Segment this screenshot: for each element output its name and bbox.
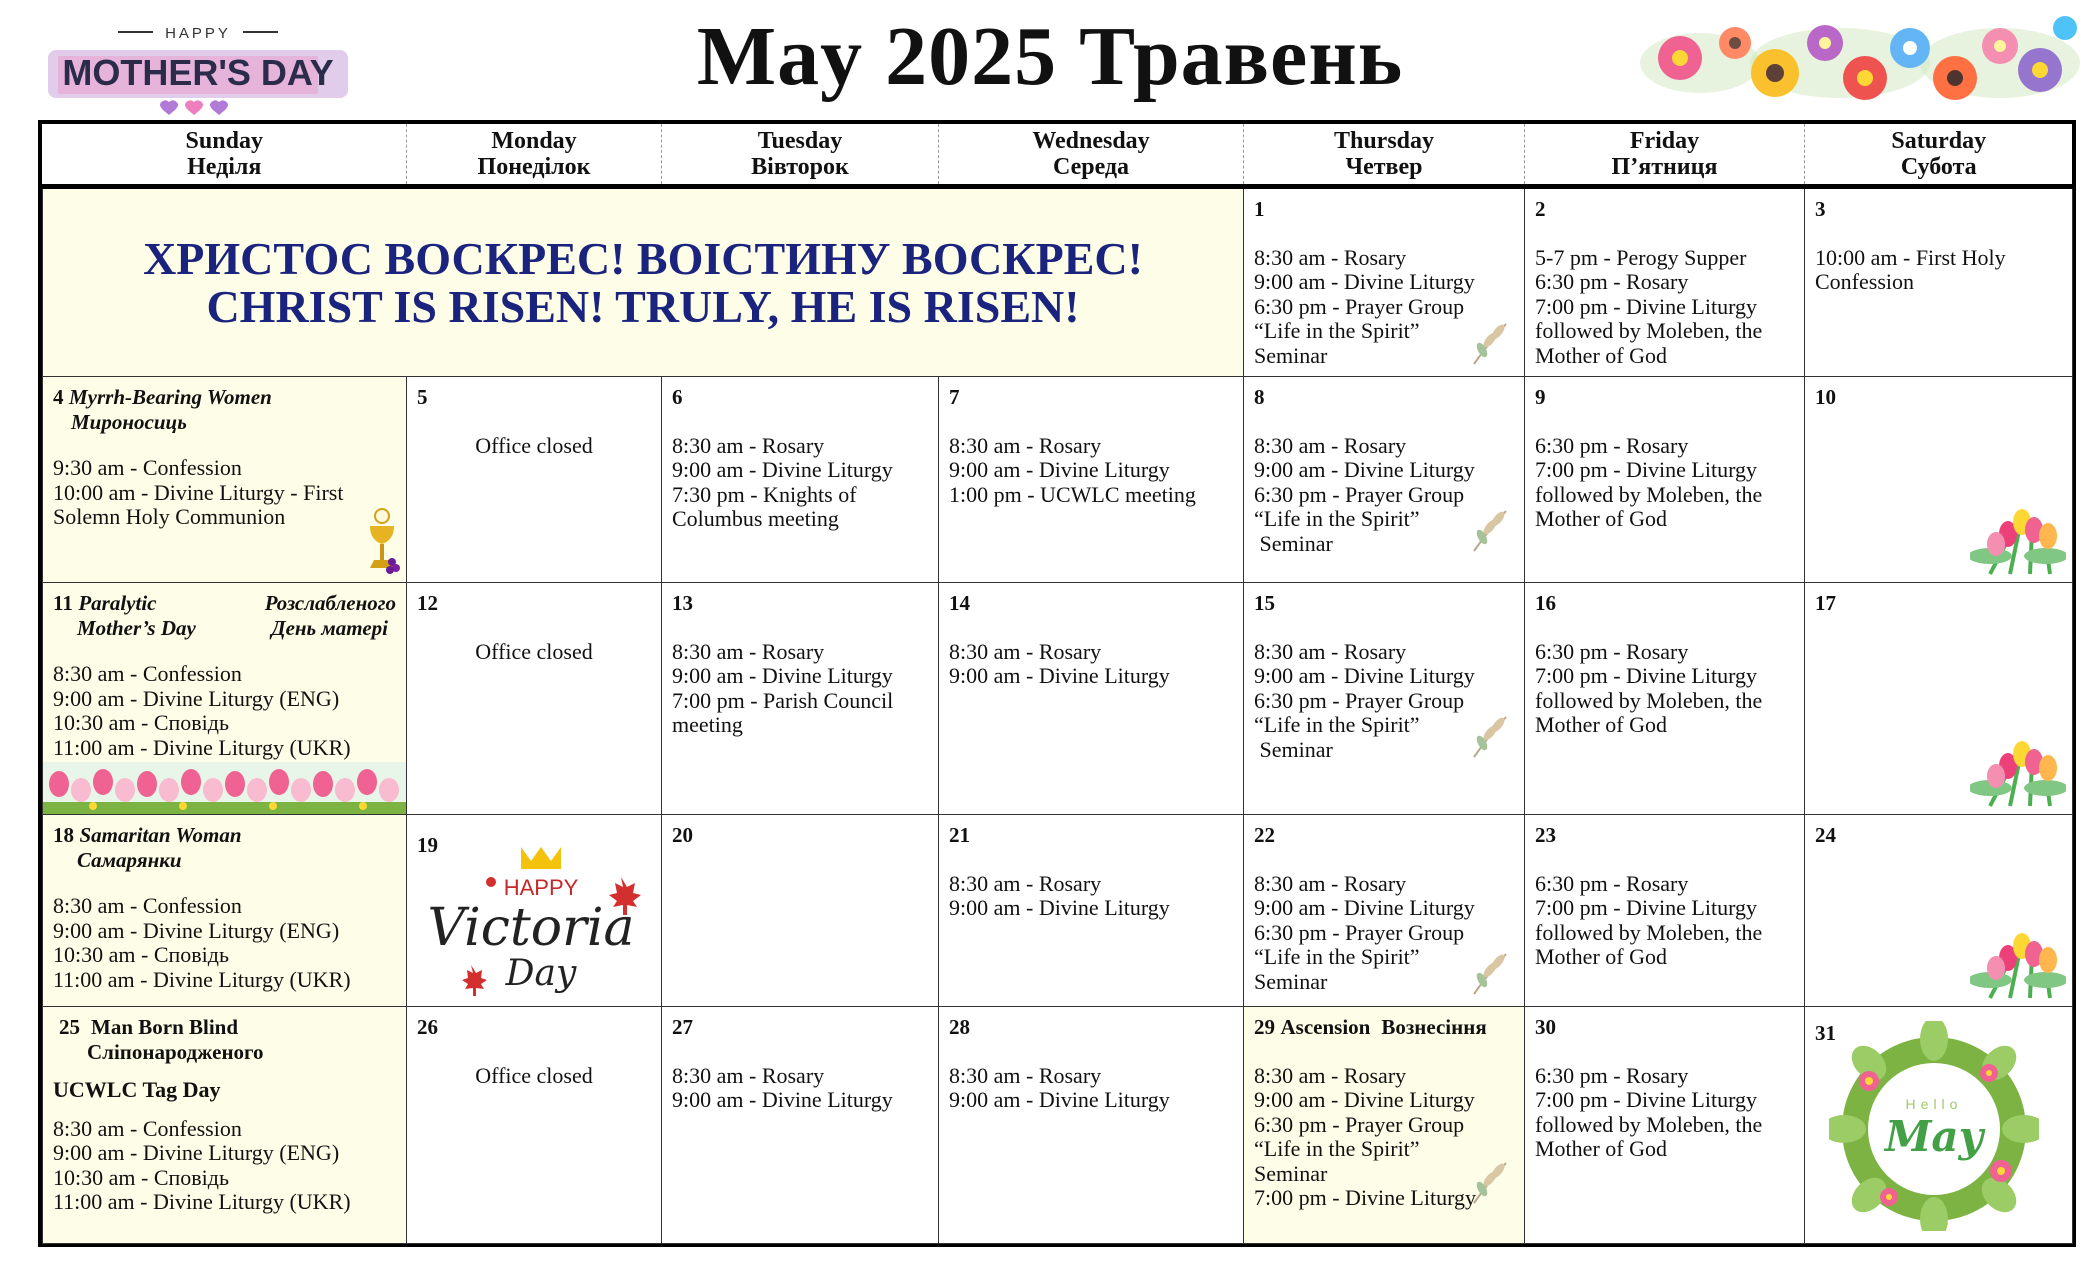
event-line: 8:30 am - Rosary bbox=[1254, 870, 1407, 896]
event-line: 9:00 am - Divine Liturgy bbox=[949, 895, 1170, 920]
day-number: 15 bbox=[1254, 591, 1275, 615]
event-line: 8:30 am - Rosary bbox=[1254, 1062, 1407, 1088]
weekday-header-row bbox=[43, 124, 2073, 187]
day-cell-15[interactable] bbox=[1244, 583, 1525, 815]
day-number: 21 bbox=[949, 823, 970, 847]
event-line: 7:00 pm - Divine Liturgy bbox=[1254, 1185, 1477, 1210]
weekday-sunday: Sunday Неділя bbox=[43, 124, 407, 187]
svg-text:HAPPY: HAPPY bbox=[503, 875, 579, 900]
day-cell-14[interactable] bbox=[939, 583, 1244, 815]
event-line: 6:30 pm - Rosary bbox=[1535, 269, 1689, 294]
event-line: 9:30 am - Confession bbox=[53, 455, 242, 480]
event-line: 8:30 am - Rosary bbox=[949, 432, 1102, 458]
event-line: 5-7 pm - Perogy Supper bbox=[1535, 244, 1747, 270]
event-line: 9:00 am - Divine Liturgy bbox=[672, 457, 893, 482]
day-number: 26 bbox=[417, 1015, 438, 1039]
day-number: 28 bbox=[949, 1015, 970, 1039]
event-line: 6:30 pm - Rosary bbox=[1535, 432, 1689, 458]
day-number: 17 bbox=[1815, 591, 1836, 615]
calendar-grid bbox=[38, 120, 2076, 1247]
header bbox=[0, 0, 2100, 118]
victoria-day-image bbox=[421, 837, 647, 997]
page-title: May 2025 Травень bbox=[696, 10, 1404, 103]
event-line: 6:30 pm - Rosary bbox=[1535, 1062, 1689, 1088]
day-cell-24[interactable] bbox=[1805, 815, 2073, 1007]
feast-name-ukrainian: Розслабленого bbox=[264, 591, 396, 615]
day-cell-28[interactable] bbox=[939, 1007, 1244, 1244]
svg-text:Victoria: Victoria bbox=[427, 898, 635, 958]
day-cell-16[interactable] bbox=[1525, 583, 1805, 815]
event-line: Confession bbox=[1815, 269, 1914, 294]
event-line: “Life in the Spirit” bbox=[1254, 944, 1420, 969]
event-line: 8:30 am - Confession bbox=[53, 1115, 242, 1141]
day-number: 2 bbox=[1535, 197, 1546, 221]
event-line: 9:00 am - Divine Liturgy bbox=[949, 1087, 1170, 1112]
event-line: 7:30 pm - Knights of bbox=[672, 481, 857, 507]
event-line: 8:30 am - Rosary bbox=[949, 870, 1102, 896]
day-number: 22 bbox=[1254, 823, 1275, 847]
weekday-monday: Monday Понеділок bbox=[407, 124, 662, 187]
tulip-border-image bbox=[43, 762, 407, 814]
event-line: Mother of God bbox=[1535, 712, 1667, 737]
week-row bbox=[43, 377, 2073, 583]
event-line: 6:30 pm - Prayer Group bbox=[1254, 293, 1465, 319]
event-line: 11:00 am - Divine Liturgy (UKR) bbox=[53, 734, 351, 760]
event-line: “Life in the Spirit” bbox=[1254, 712, 1420, 737]
day-cell-19[interactable] bbox=[407, 815, 662, 1007]
event-line: 8:30 am - Rosary bbox=[1254, 244, 1407, 270]
event-line: 11:00 am - Divine Liturgy (UKR) bbox=[53, 966, 351, 992]
event-line: 9:00 am - Divine Liturgy (ENG) bbox=[53, 917, 340, 943]
day-cell-27[interactable] bbox=[662, 1007, 939, 1244]
hello-may-wreath-image bbox=[1829, 1021, 2039, 1231]
day-cell-12[interactable] bbox=[407, 583, 662, 815]
day-number: 25 bbox=[59, 1015, 80, 1039]
day-number: 23 bbox=[1535, 823, 1556, 847]
mothers-day-ukrainian: День матері bbox=[271, 615, 388, 640]
event-line: followed by Moleben, the bbox=[1535, 919, 1763, 945]
day-cell-23[interactable] bbox=[1525, 815, 1805, 1007]
svg-text:Hello: Hello bbox=[1905, 1096, 1963, 1112]
event-line: 9:00 am - Divine Liturgy bbox=[1254, 895, 1475, 920]
day-number: 27 bbox=[672, 1015, 693, 1039]
event-line: 6:30 pm - Rosary bbox=[1535, 638, 1689, 664]
day-number: 30 bbox=[1535, 1015, 1556, 1039]
event-line: 6:30 pm - Prayer Group bbox=[1254, 481, 1465, 507]
day-cell-13[interactable] bbox=[662, 583, 939, 815]
day-number: 11 bbox=[53, 591, 73, 615]
day-number: 20 bbox=[672, 823, 693, 847]
day-cell-8[interactable] bbox=[1244, 377, 1525, 583]
day-cell-1[interactable] bbox=[1244, 187, 1525, 377]
event-line: 6:30 pm - Prayer Group bbox=[1254, 687, 1465, 713]
mothers-day-english: Mother’s Day bbox=[77, 615, 196, 640]
day-cell-2[interactable] bbox=[1525, 187, 1805, 377]
feast-name-ukrainian: Самарянки bbox=[77, 847, 182, 872]
day-cell-20[interactable] bbox=[662, 815, 939, 1007]
event-line: 10:00 am - First Holy bbox=[1815, 244, 2006, 270]
day-cell-31[interactable] bbox=[1805, 1007, 2073, 1244]
event-line: “Life in the Spirit” bbox=[1254, 318, 1420, 343]
day-cell-11[interactable] bbox=[43, 583, 407, 815]
event-line: 9:00 am - Divine Liturgy bbox=[1254, 663, 1475, 688]
day-number: 24 bbox=[1815, 823, 1836, 847]
event-line: 6:30 pm - Prayer Group bbox=[1254, 919, 1465, 945]
day-number: 18 bbox=[53, 823, 74, 847]
banner-line-english: CHRIST IS RISEN! TRULY, HE IS RISEN! bbox=[206, 280, 1080, 332]
day-cell-10[interactable] bbox=[1805, 377, 2073, 583]
event-line: Seminar bbox=[1254, 1160, 1328, 1186]
office-closed-note: Office closed bbox=[475, 432, 593, 458]
day-number: 29 bbox=[1254, 1015, 1275, 1039]
wheat-icon bbox=[1468, 507, 1510, 553]
event-line: Seminar bbox=[1254, 342, 1328, 368]
event-line: 10:30 am - Сповідь bbox=[53, 942, 229, 967]
event-line: 10:00 am - Divine Liturgy - First bbox=[53, 479, 344, 505]
day-number: 3 bbox=[1815, 197, 1826, 221]
event-line: 7:00 pm - Divine Liturgy bbox=[1535, 663, 1758, 688]
day-number: 10 bbox=[1815, 385, 1836, 409]
event-line: 8:30 am - Rosary bbox=[672, 1062, 825, 1088]
wheat-icon bbox=[1468, 1159, 1510, 1205]
event-line: Seminar bbox=[1254, 530, 1333, 556]
event-line: 7:00 pm - Parish Council bbox=[672, 687, 894, 713]
day-number: 14 bbox=[949, 591, 970, 615]
event-line: 9:00 am - Divine Liturgy bbox=[949, 663, 1170, 688]
event-line: Mother of God bbox=[1535, 342, 1667, 368]
week-row bbox=[43, 187, 2073, 377]
svg-text:May: May bbox=[1884, 1112, 1984, 1161]
event-line: 9:00 am - Divine Liturgy bbox=[1254, 457, 1475, 482]
banner-line-ukrainian: ХРИСТОС ВОСКРЕС! ВОІСТИНУ ВОСКРЕС! bbox=[143, 232, 1143, 284]
event-line: followed by Moleben, the bbox=[1535, 687, 1763, 713]
event-line: 9:00 am - Divine Liturgy bbox=[949, 457, 1170, 482]
feast-name-english: Samaritan Woman bbox=[79, 823, 242, 847]
day-number: 9 bbox=[1535, 385, 1546, 409]
day-number: 8 bbox=[1254, 385, 1265, 409]
day-number: 12 bbox=[417, 591, 438, 615]
event-line: 8:30 am - Rosary bbox=[1254, 638, 1407, 664]
day-number: 4 bbox=[53, 385, 64, 409]
event-line: 8:30 am - Rosary bbox=[672, 432, 825, 458]
feast-name-ukrainian: Вознесіння bbox=[1381, 1015, 1487, 1039]
day-cell-25[interactable] bbox=[43, 1007, 407, 1244]
event-line: 7:00 pm - Divine Liturgy bbox=[1535, 457, 1758, 482]
day-cell-4[interactable] bbox=[43, 377, 407, 583]
event-line: 8:30 am - Confession bbox=[53, 893, 242, 918]
day-cell-17[interactable] bbox=[1805, 583, 2073, 815]
event-line: 8:30 am - Rosary bbox=[949, 1062, 1102, 1088]
event-line: 9:00 am - Divine Liturgy (ENG) bbox=[53, 1140, 340, 1165]
event-line: followed by Moleben, the bbox=[1535, 1111, 1763, 1137]
wheat-icon bbox=[1468, 320, 1510, 366]
tulip-bouquet-icon bbox=[1970, 728, 2066, 808]
event-line: 10:30 am - Сповідь bbox=[53, 1164, 229, 1190]
event-line: 11:00 am - Divine Liturgy (UKR) bbox=[53, 1189, 351, 1214]
feast-name-ukrainian: Мироносиць bbox=[71, 409, 187, 434]
day-cell-9[interactable] bbox=[1525, 377, 1805, 583]
weekday-saturday: Saturday Субота bbox=[1805, 124, 2073, 187]
event-line: Mother of God bbox=[1535, 1136, 1667, 1161]
feast-name-english: Man Born Blind bbox=[91, 1015, 239, 1039]
feast-name-english: Myrrh-Bearing Women bbox=[69, 385, 272, 409]
event-line: 9:00 am - Divine Liturgy bbox=[1254, 269, 1475, 294]
day-cell-6[interactable] bbox=[662, 377, 939, 583]
day-cell-5[interactable] bbox=[407, 377, 662, 583]
day-number: 1 bbox=[1254, 197, 1265, 221]
day-cell-29[interactable] bbox=[1244, 1007, 1525, 1244]
event-line: Solemn Holy Communion bbox=[53, 504, 286, 529]
week-row bbox=[43, 815, 2073, 1007]
svg-text:MOTHER'S DAY: MOTHER'S DAY bbox=[62, 52, 334, 93]
event-line: 8:30 am - Rosary bbox=[672, 638, 825, 664]
day-number: 13 bbox=[672, 591, 693, 615]
event-line: 6:30 pm - Rosary bbox=[1535, 870, 1689, 896]
weekday-friday: Friday П’ятниця bbox=[1525, 124, 1805, 187]
event-line: 7:00 pm - Divine Liturgy bbox=[1535, 293, 1758, 319]
feast-name-english: Paralytic bbox=[78, 591, 157, 615]
event-line: 7:00 pm - Divine Liturgy bbox=[1535, 895, 1758, 920]
day-number: 31 bbox=[1815, 1021, 1836, 1045]
event-line: 9:00 am - Divine Liturgy (ENG) bbox=[53, 685, 340, 711]
tulip-bouquet-icon bbox=[1970, 920, 2066, 1000]
day-cell-21[interactable] bbox=[939, 815, 1244, 1007]
wheat-icon bbox=[1468, 713, 1510, 759]
event-line: 9:00 am - Divine Liturgy bbox=[672, 663, 893, 688]
day-cell-18[interactable] bbox=[43, 815, 407, 1007]
event-line: 1:00 pm - UCWLC meeting bbox=[949, 481, 1196, 507]
weekday-wednesday: Wednesday Середа bbox=[939, 124, 1244, 187]
easter-greeting-banner bbox=[43, 187, 1244, 377]
office-closed-note: Office closed bbox=[475, 638, 593, 664]
weekday-thursday: Thursday Четвер bbox=[1244, 124, 1525, 187]
event-line: 9:00 am - Divine Liturgy bbox=[672, 1087, 893, 1112]
event-line: 8:30 am - Rosary bbox=[949, 638, 1102, 664]
day-number: 16 bbox=[1535, 591, 1556, 615]
flower-garland-image bbox=[1640, 8, 2080, 118]
event-line: 10:30 am - Сповідь bbox=[53, 710, 229, 735]
day-cell-26[interactable] bbox=[407, 1007, 662, 1244]
day-number: 6 bbox=[672, 385, 683, 409]
event-line: “Life in the Spirit” bbox=[1254, 1136, 1420, 1161]
event-line: 8:30 am - Rosary bbox=[1254, 432, 1407, 458]
day-cell-22[interactable] bbox=[1244, 815, 1525, 1007]
event-line: 8:30 am - Confession bbox=[53, 661, 242, 686]
event-line: Columbus meeting bbox=[672, 506, 839, 531]
event-line: followed by Moleben, the bbox=[1535, 318, 1763, 343]
event-line: “Life in the Spirit” bbox=[1254, 506, 1420, 531]
feast-name-ukrainian: Сліпонародженого bbox=[87, 1039, 264, 1064]
day-number: 19 bbox=[417, 833, 438, 857]
week-row bbox=[43, 1007, 2073, 1244]
feast-name-english: Ascension bbox=[1280, 1015, 1371, 1039]
event-line: followed by Moleben, the bbox=[1535, 481, 1763, 507]
event-line: Mother of God bbox=[1535, 944, 1667, 969]
chalice-icon bbox=[362, 506, 402, 578]
wheat-icon bbox=[1468, 950, 1510, 996]
day-number: 5 bbox=[417, 385, 428, 409]
office-closed-note: Office closed bbox=[475, 1062, 593, 1088]
event-line: 7:00 pm - Divine Liturgy bbox=[1535, 1087, 1758, 1112]
event-line: Mother of God bbox=[1535, 506, 1667, 531]
day-number: 7 bbox=[949, 385, 960, 409]
day-cell-30[interactable] bbox=[1525, 1007, 1805, 1244]
event-line: meeting bbox=[672, 712, 743, 737]
tulip-bouquet-icon bbox=[1970, 496, 2066, 576]
event-line: 9:00 am - Divine Liturgy bbox=[1254, 1087, 1475, 1112]
event-line: Seminar bbox=[1254, 968, 1328, 994]
ucwlc-tag-day: UCWLC Tag Day bbox=[53, 1077, 221, 1102]
svg-text:Day: Day bbox=[505, 953, 577, 994]
week-row bbox=[43, 583, 2073, 815]
svg-text:HAPPY: HAPPY bbox=[165, 25, 231, 42]
event-line: 6:30 pm - Prayer Group bbox=[1254, 1111, 1465, 1137]
event-line: Seminar bbox=[1254, 736, 1333, 762]
day-cell-3[interactable] bbox=[1805, 187, 2073, 377]
weekday-tuesday: Tuesday Вівторок bbox=[662, 124, 939, 187]
day-cell-7[interactable] bbox=[939, 377, 1244, 583]
